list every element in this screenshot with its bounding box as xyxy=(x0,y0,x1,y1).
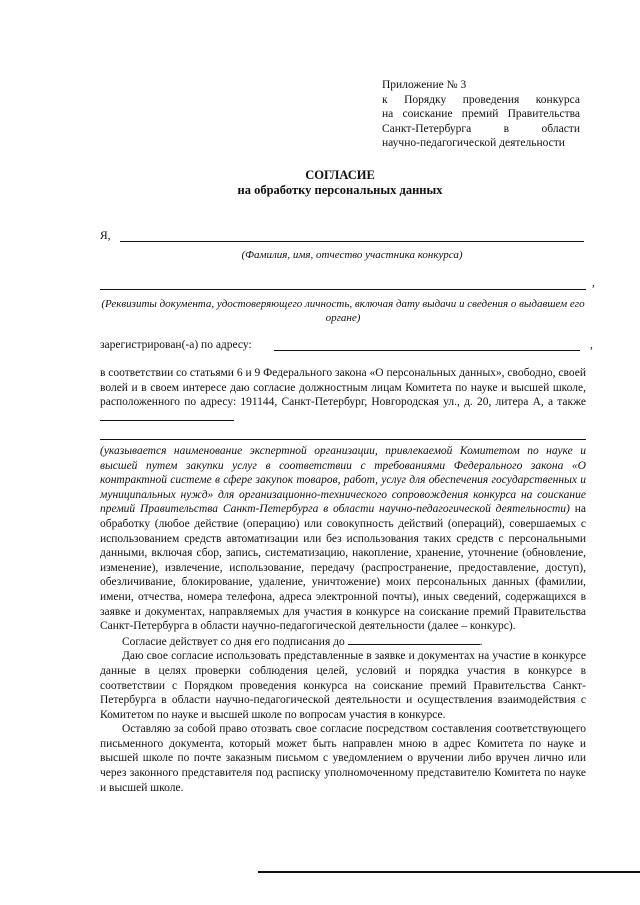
organization-blank[interactable] xyxy=(100,410,234,421)
address-line[interactable] xyxy=(274,350,580,351)
title-subtitle: на обработку персональных данных xyxy=(237,183,443,197)
registered-address-label: зарегистрирован(-а) по адресу: xyxy=(100,339,252,351)
bottom-rule xyxy=(258,871,640,873)
id-document-caption: (Реквизиты документа, удостоверяющего личность, включая дату выдачи и сведения о выдавшем его органе) xyxy=(101,298,585,324)
consent-body: (указывается наименование экспертной организации, привлекаемой Комитетом по науке и высшей путем закупки услуг в соответствии с требованиями Федерального закона «О контрактной системе в сфере закупок товаров, работ, услуг для обеспечения государственных и муниципальных нужд» для организационно-технического сопровождения конкурса на соискание премий Правительства Санкт-Петербурга в области научно-педагогической деятельности) на обработку (любое действие (операцию) или совокупность действий (операций), совершаемых с использованием средств автоматизации или без использования таких средств с персональными данными, включая сбор, запись, систематизацию, накопление, хранение, уточнение (обновление, изменение), извлечение, использование, передачу (распространение, предоставление, доступ), обезличивание, блокирование, удаление, уничтожение) моих персональных данных (фамилии, имени, отчества, номера телефона, адреса электронной почты), иных сведений, содержащихся в заявке и документах, направляемых для участия в конкурсе на соискание премий Правительства Санкт-Петербурга в области научно-педагогической деятельности (далее – конкурс). Согласие действует со дня его подписания до . Даю свое согласие использовать представленные в заявке и документах на участие в конкурсе данные в целях проверки соблюдения целей, условий и порядка участия в конкурсе в соответствии с Порядком проведения конкурса на соискание премий Правительства Санкт-Петербурга в области научно-педагогической деятельности и осуществления взаимодействия с Комитетом по науке и высшей школе по вопросам участия в конкурсе. Оставляю за собой право отозвать свое согласие посредством составления соответствующего письменного документа, который может быть направлен мною в адрес Комитета по науке и высшей школе по почте заказным письмом с уведомлением о вручении либо вручен лично или через законного представителя под расписку уполномоченному представителю Комитета по науке и высшей школе. xyxy=(100,445,586,794)
title-main: СОГЛАСИЕ xyxy=(305,168,375,182)
revocation-paragraph: Оставляю за собой право отозвать свое согласие посредством составления соответствующего письменного документа, который может быть направлен мною в адрес Комитета по науке и высшей школе по почте заказным письмом с уведомлением о вручении либо вручен лично или через законного представителя под расписку уполномоченному представителю Комитета по науке и высшей школе. xyxy=(100,723,586,794)
appendix-line: на соискание премий Правительства xyxy=(382,108,580,120)
comma-mark: , xyxy=(592,277,595,289)
fio-caption: (Фамилия, имя, отчество участника конкурса) xyxy=(241,249,463,261)
comma-mark: , xyxy=(590,339,593,351)
appendix-number: Приложение № 3 xyxy=(382,79,467,91)
usage-paragraph: Даю свое согласие использовать представленные в заявке и документах на участие в конкурсе данные в целях проверки соблюдения целей, условий и порядка участия в конкурсе в соответствии с Порядком проведения конкурса на соискание премий Правительства Санкт-Петербурга в области научно-педагогической деятельности и осуществления взаимодействия с Комитетом по науке и высшей школе по вопросам участия в конкурсе. xyxy=(100,650,586,721)
organization-line[interactable] xyxy=(100,439,586,440)
ya-label: Я, xyxy=(100,230,111,242)
document-title xyxy=(100,168,580,198)
appendix-line: научно-педагогической деятельности xyxy=(382,137,565,149)
id-document-line[interactable] xyxy=(100,289,586,290)
validity-text: Согласие действует со дня его подписания до xyxy=(122,635,345,648)
consent-text: в соответствии со статьями 6 и 9 Федерального закона «О персональных данных», свободно, своей волей и в своем интересе даю согласие должностным лицам Комитета по науке и высшей школе, расположенного по адресу: 191144, Санкт-Петербург, Новгородская ул., д. 20, литера А, а также xyxy=(100,367,587,409)
fio-line[interactable] xyxy=(120,241,584,242)
appendix-line: к Порядку проведения конкурса xyxy=(382,93,580,106)
consent-paragraph-1 xyxy=(100,366,586,425)
appendix-header xyxy=(382,78,580,151)
organization-caption: (указывается наименование экспертной организации, привлекаемой Комитетом по науке и высшей путем закупки услуг в соответствии с требованиями Федерального закона «О контрактной системе в сфере закупок товаров, работ, услуг для обеспечения государственных и муниципальных нужд» для организационно-технического сопровождения конкурса на соискание премий Правительства Санкт-Петербурга в области научно-педагогической деятельности) xyxy=(100,445,586,516)
validity-date-blank[interactable] xyxy=(348,634,480,645)
appendix-line: Санкт-Петербурга в области xyxy=(382,122,580,135)
processing-text: на обработку (любое действие (операцию) или совокупность действий (операций), совершаемых с использованием средств автоматизации или без использования таких средств с персональными данными, включая сбор, запись, систематизацию, накопление, хранение, уточнение (обновление, изменение), извлечение, использование, передачу (распространение, предоставление, доступ), обезличивание, блокирование, удаление, уничтожение) моих персональных данных (фамилии, имени, отчества, номера телефона, адреса электронной почты), иных сведений, содержащихся в заявке и документах, направляемых для участия в конкурсе на соискание премий Правительства Санкт-Петербурга в области научно-педагогической деятельности (далее – конкурс). xyxy=(100,503,586,633)
